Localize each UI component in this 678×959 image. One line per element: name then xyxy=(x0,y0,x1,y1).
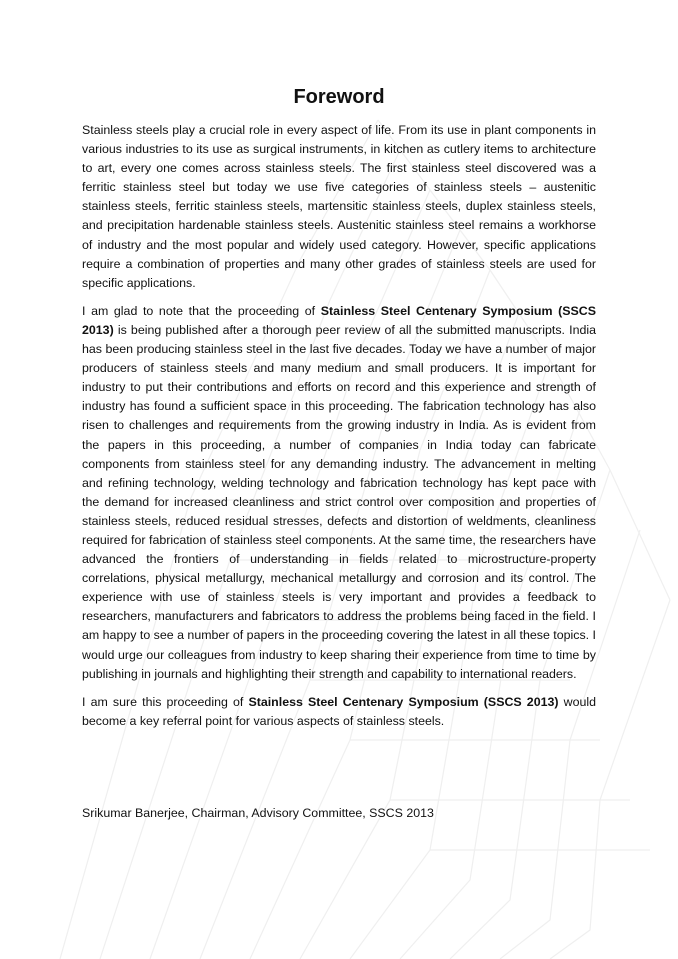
foreword-page xyxy=(82,84,596,740)
paragraph-closing-body: would become a key referral point for various aspects of stainless steels. xyxy=(82,694,597,728)
page-title: Foreword xyxy=(293,86,385,108)
paragraph-intro: Stainless steels play a crucial role in every aspect of life. From its use in plant components in various industries to its use as surgical instruments, in kitchen as cutlery items to architecture to art, every one comes across stainless steels. The first stainless steel discovered was a ferritic stainless steel but today we use five categories of stainless steels – austenitic stainless steels, ferritic stainless steels, martensitic stainless steels, duplex stainless steels, and precipitation hardenable stainless steels. Austenitic stainless steel remains a workhorse of industry and the most popular and widely used category. However, specific applications require a combination of properties and many other grades of stainless steels are used for specific applications. xyxy=(82,123,596,290)
symposium-name-emphasis: Stainless Steel Centenary Symposium (SSCS 2013) xyxy=(82,303,596,337)
paragraph-proceeding-body: is being published after a thorough peer review of all the submitted manuscripts. India has been producing stainless steel in the last five decades. Today we have a number of major producers of stainless steels and many medium and small producers. It is important for industry to put their contributions and efforts on record and this experience and strength of industry has found a sufficient space in this proceeding. The fabrication technology has also risen to challenges and requirements from the growing industry in India. As is evident from the papers in this proceeding, a number of companies in India today can fabricate components from stainless steel for any demanding industry. The advancement in melting and refining technology, welding technology and fabrication technology has kept pace with the demand for increased cleanliness and strict control over composition and properties of stainless steels, reduced residual stresses, defects and distortion of weldments, cleanliness required for fabrication of stainless steel components. At the same time, the researchers have advanced the frontiers of understanding in fields related to microstructure-property correlations, physical metallurgy, mechanical metallurgy and corrosion and its control. The experience with use of stainless steels is very important and provides a feedback to researchers, manufacturers and fabricators to address the problems being faced in the field. I am happy to see a number of papers in the proceeding covering the latest in all these topics. I would urge our colleagues from industry to keep sharing their experience from time to time by publishing in journals and highlighting their strength and capability to international readers. xyxy=(82,322,596,681)
signature-line: Srikumar Banerjee, Chairman, Advisory Committee, SSCS 2013 xyxy=(82,806,434,820)
symposium-name-emphasis-closing: Stainless Steel Centenary Symposium (SSCS 2013) xyxy=(248,694,559,709)
paragraph-closing xyxy=(82,693,596,731)
paragraph-proceeding xyxy=(82,302,596,684)
paragraph-proceeding-lead: I am glad to note that the proceeding of xyxy=(82,303,321,318)
paragraph-closing-lead: I am sure this proceeding of xyxy=(82,694,249,709)
